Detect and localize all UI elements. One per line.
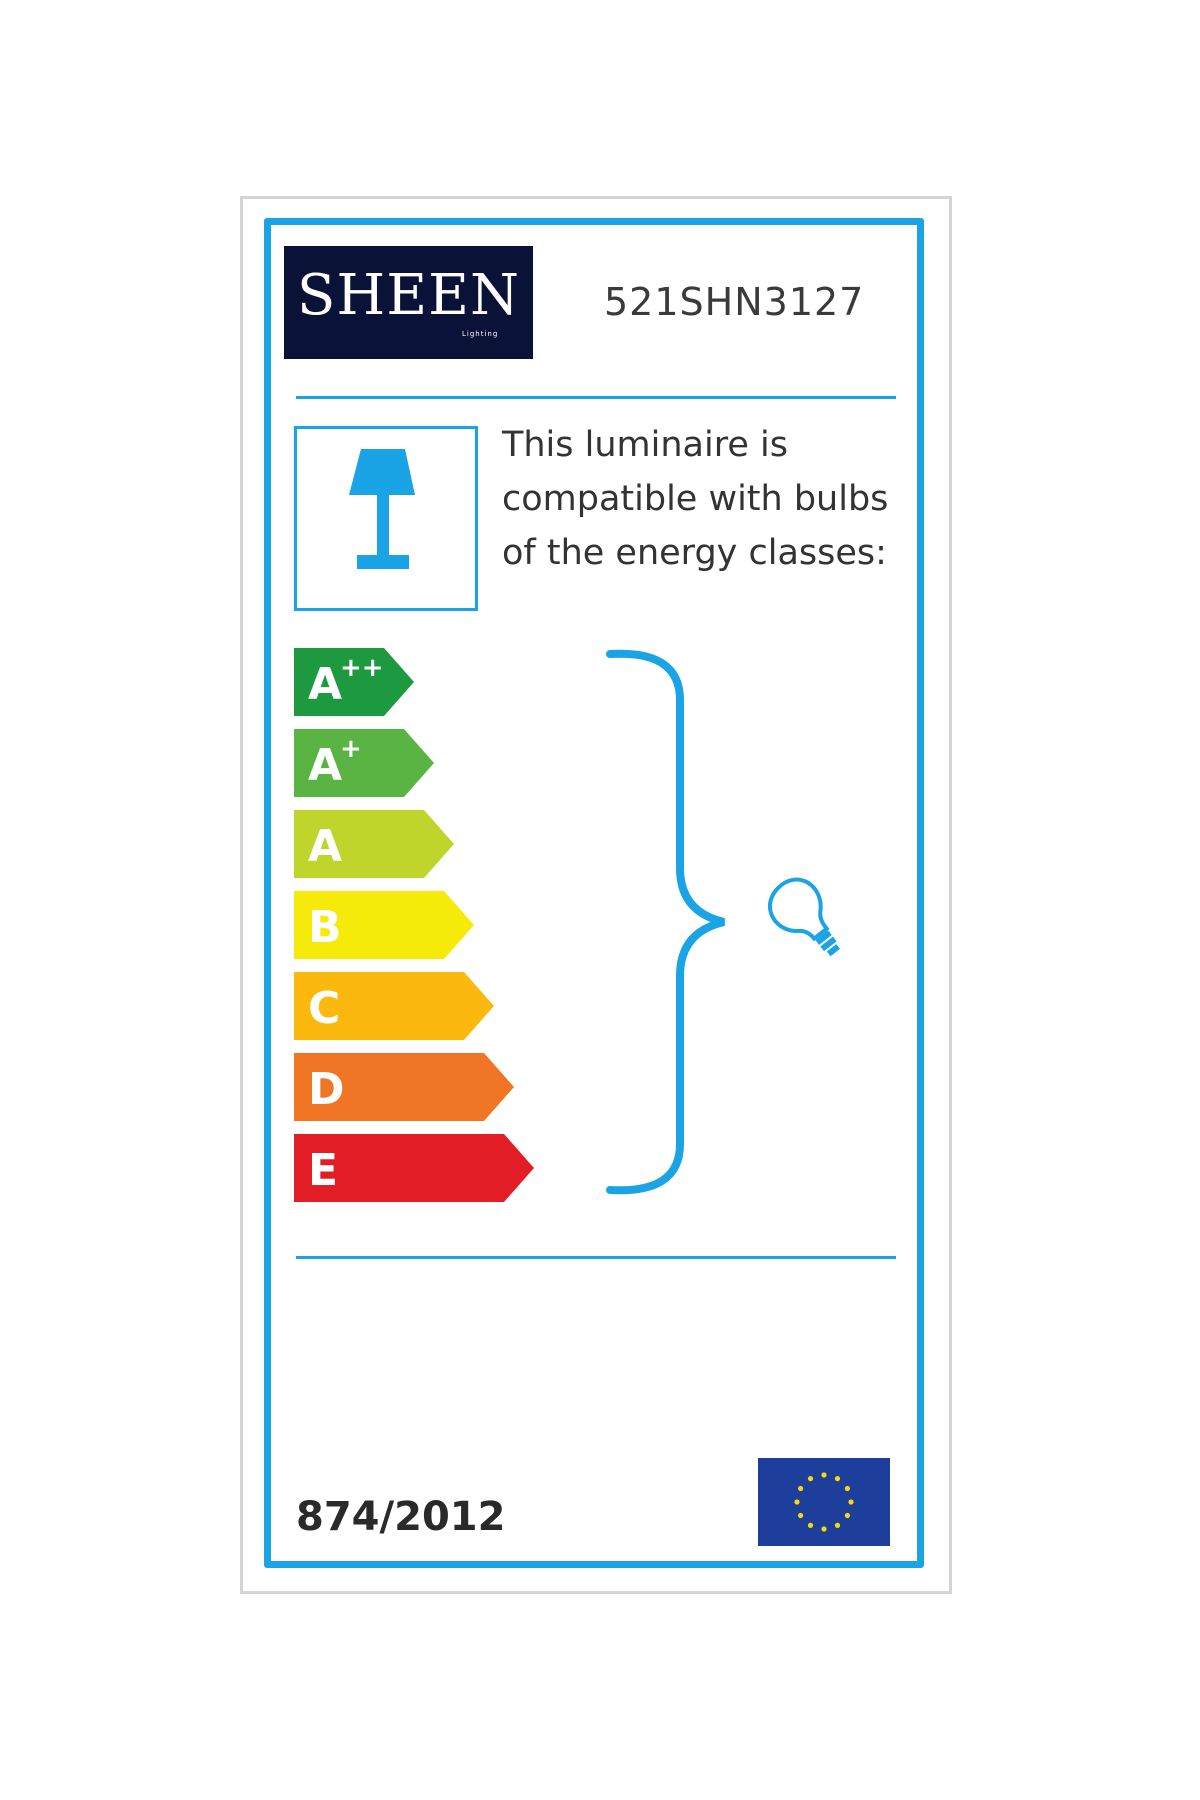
- eu-star: [821, 1472, 826, 1477]
- energy-class-c: [294, 972, 494, 1040]
- brand-logo-text: SHEEN: [297, 263, 520, 328]
- energy-class-letter: E: [308, 1145, 339, 1196]
- energy-class-superscript: ++: [340, 653, 384, 683]
- divider-bottom: [296, 1256, 896, 1259]
- energy-class-letter: B: [308, 902, 342, 953]
- eu-star: [798, 1513, 803, 1518]
- compatibility-text: This luminaire is compatible with bulbs of the energy classes:: [502, 425, 889, 573]
- eu-star: [821, 1526, 826, 1531]
- eu-star: [835, 1523, 840, 1528]
- energy-class-e: [294, 1134, 534, 1202]
- energy-class-letter: A: [308, 740, 343, 791]
- energy-class-scale: [294, 644, 554, 1204]
- energy-class-letter: D: [308, 1064, 345, 1115]
- eu-stars: [758, 1458, 890, 1546]
- energy-class-letter: A: [308, 821, 343, 872]
- regulation-number: 874/2012: [296, 1494, 506, 1540]
- model-number: 521SHN3127: [604, 280, 865, 324]
- eu-star: [835, 1476, 840, 1481]
- eu-star: [845, 1513, 850, 1518]
- divider-top: [296, 396, 896, 399]
- brand-logo-tagline: Lighting: [462, 330, 499, 338]
- energy-class-superscript: +: [340, 734, 362, 764]
- energy-class-d: [294, 1053, 514, 1121]
- energy-class-a: [294, 810, 454, 878]
- table-lamp-icon: [297, 429, 475, 608]
- luminaire-icon-box: [294, 426, 478, 611]
- eu-star: [845, 1486, 850, 1491]
- energy-class-b: [294, 891, 474, 959]
- eu-star: [798, 1486, 803, 1491]
- energy-class-app: [294, 648, 414, 716]
- energy-class-letter: C: [308, 983, 341, 1034]
- eu-star: [848, 1499, 853, 1504]
- energy-class-letter: A: [308, 659, 343, 710]
- eu-star: [808, 1523, 813, 1528]
- eu-star: [794, 1499, 799, 1504]
- eu-star: [808, 1476, 813, 1481]
- energy-class-ap: [294, 729, 434, 797]
- eu-flag-icon: [758, 1458, 890, 1546]
- brace: [600, 640, 740, 1210]
- light-bulb-icon: [752, 860, 872, 980]
